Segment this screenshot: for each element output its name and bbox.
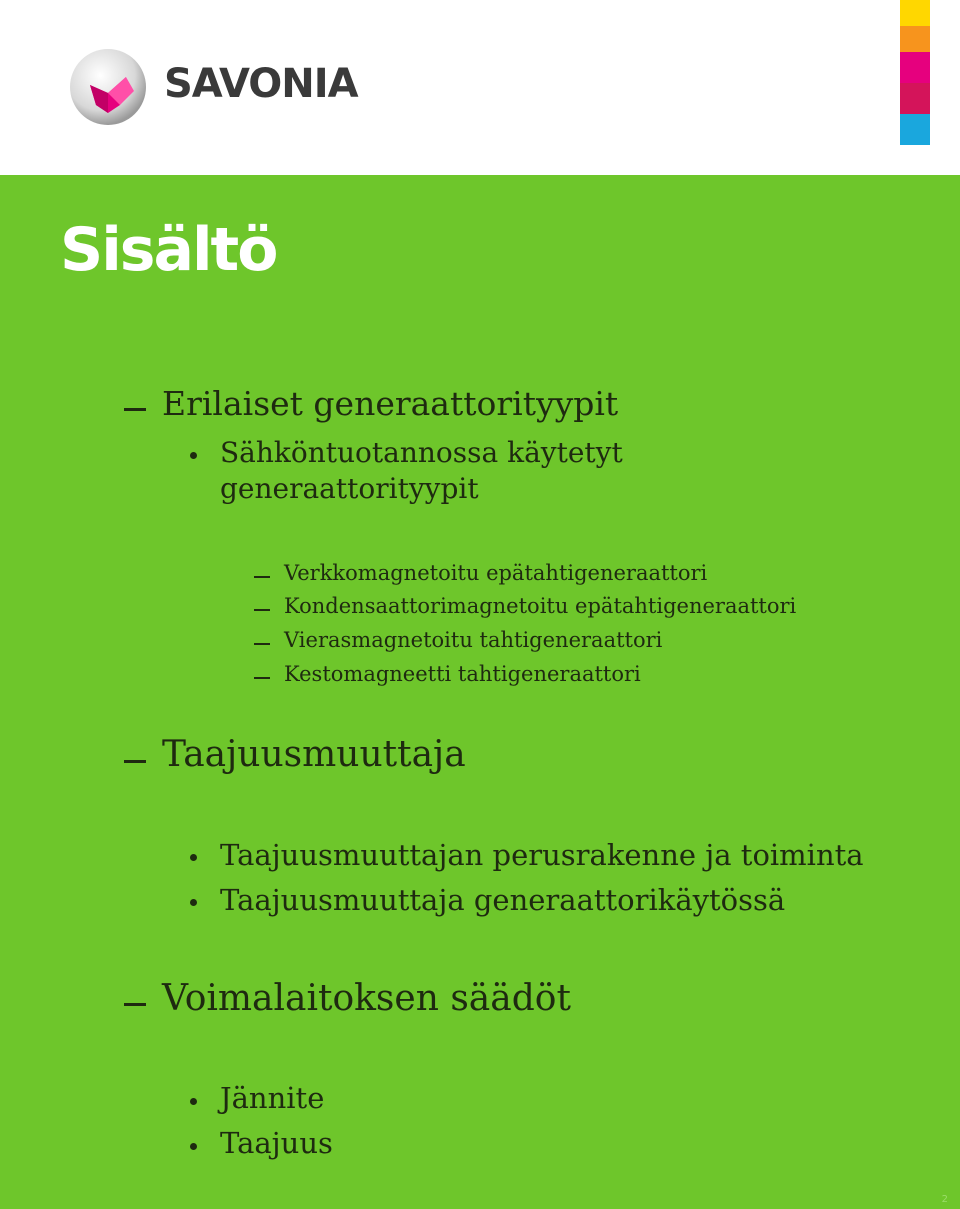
savonia-logo xyxy=(68,47,368,133)
sub-item: Vierasmagnetoitu tahtigeneraattori xyxy=(284,628,663,652)
savonia-emblem-icon xyxy=(68,47,148,127)
dash-marker xyxy=(124,760,146,763)
color-stripes xyxy=(900,0,930,145)
bullet-text: Taajuus xyxy=(220,1126,333,1160)
sub-item: Verkkomagnetoitu epätahtigeneraattori xyxy=(284,561,708,585)
logo-text: SAVONIA xyxy=(164,61,358,107)
sub-item: Kestomagneetti tahtigeneraattori xyxy=(284,662,641,686)
bullet-text: Taajuusmuuttajan perusrakenne ja toiminta xyxy=(220,838,864,872)
sub-dash-marker xyxy=(254,643,270,645)
dash-marker xyxy=(124,1003,146,1006)
bullet-dot xyxy=(190,1098,197,1105)
bullet-text: Taajuusmuuttaja generaattorikäytössä xyxy=(220,883,786,917)
section-heading: Erilaiset generaattorityypit xyxy=(162,384,619,423)
dash-marker xyxy=(124,408,146,411)
stripe-pink xyxy=(900,83,930,114)
bullet-text-continuation: generaattorityypit xyxy=(220,472,479,505)
bullet-dot xyxy=(190,899,197,906)
sub-dash-marker xyxy=(254,609,270,611)
page-number: 2 xyxy=(941,1194,948,1205)
bullet-text: Jännite xyxy=(220,1081,325,1115)
section-heading: Taajuusmuuttaja xyxy=(162,734,466,775)
header-bar xyxy=(0,0,930,175)
bullet-text: Sähköntuotannossa käytetyt xyxy=(220,436,623,469)
section-heading: Voimalaitoksen säädöt xyxy=(162,978,571,1019)
bullet-dot xyxy=(190,452,197,459)
bullet-dot xyxy=(190,1143,197,1150)
stripe-orange xyxy=(900,26,930,52)
sub-dash-marker xyxy=(254,576,270,578)
stripe-yellow xyxy=(900,0,930,26)
slide-body xyxy=(0,175,960,1209)
stripe-magenta xyxy=(900,52,930,83)
sub-dash-marker xyxy=(254,677,270,679)
bullet-dot xyxy=(190,854,197,861)
sub-item: Kondensaattorimagnetoitu epätahtigeneraattori xyxy=(284,594,797,618)
page-title: Sisältö xyxy=(60,215,277,285)
stripe-blue xyxy=(900,114,930,145)
